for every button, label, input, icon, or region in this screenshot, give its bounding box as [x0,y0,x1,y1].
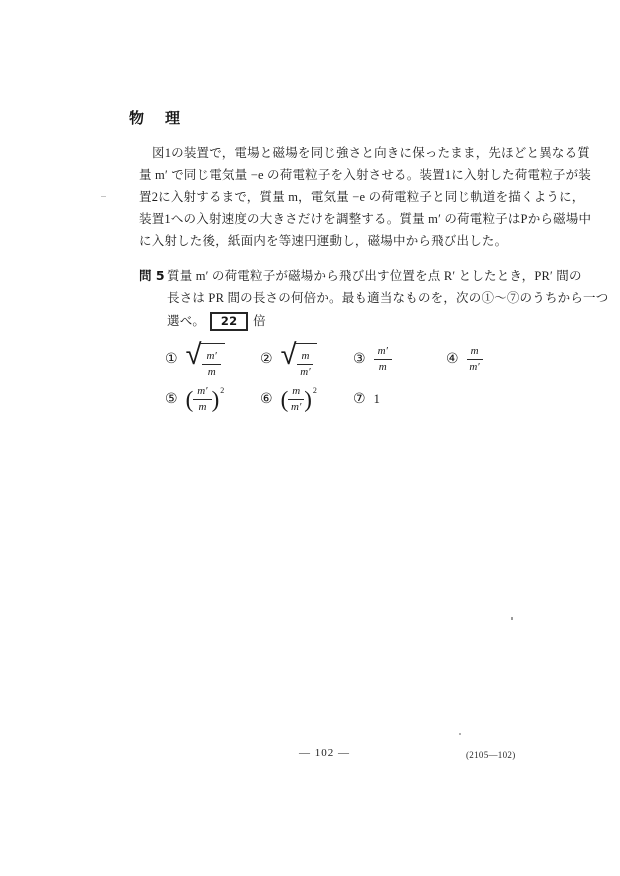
fraction [374,345,392,373]
unit-label: 倍 [253,314,266,328]
fraction [467,345,483,373]
left-paren: ( [185,386,194,412]
question-label: 問 5 [139,268,165,283]
fraction [297,350,313,378]
option-5-number: ⑤ [165,391,178,407]
question-body [167,265,608,332]
option-2-expression [280,336,318,378]
scan-artifact-dot [511,617,513,620]
numerator: m′ [374,345,392,360]
exponent: 2 [220,385,225,395]
denominator: m′ [300,365,311,378]
options-row-1 [165,336,565,378]
option-7 [353,392,446,407]
problem-statement [139,142,592,252]
radicand [199,343,224,378]
option-6-expression [281,385,317,413]
right-paren: ) [211,386,220,412]
paragraph-line: 量 m′ で同じ電気量 −e の荷電粒子を入射させる。装置1に入射した荷電粒子が装 [139,168,592,182]
option-7-expression [374,392,380,407]
fraction [202,350,220,378]
paragraph-line: 置2に入射するまで，質量 m，電気量 −e の荷電粒子と同じ軌道を描くように， [139,190,585,204]
page-number: — 102 — [299,747,350,759]
numerator: m′ [193,385,211,400]
denominator: m [198,400,207,413]
denominator: m′ [469,360,480,373]
option-1 [165,336,260,378]
numerator: m [297,350,313,365]
scan-artifact-dash [101,196,106,197]
options-row-2 [165,382,565,416]
scan-artifact-dot [459,733,461,735]
denominator: m [207,365,216,378]
option-4-number: ④ [446,351,459,367]
answer-box [210,312,248,331]
denominator: m′ [291,400,302,413]
option-7-number: ⑦ [353,391,366,407]
denominator: m [378,360,387,373]
radical-icon: √ [185,336,202,371]
exponent: 2 [312,385,317,395]
option-4-expression [467,345,483,373]
numerator: m [288,385,304,400]
answer-options [165,336,565,416]
print-code: (2105—102) [466,750,516,760]
option-3-expression [374,345,392,373]
option-6-number: ⑥ [260,391,273,407]
fraction [288,385,304,413]
left-paren: ( [280,386,289,412]
right-paren: ) [304,386,312,412]
numerator: m [467,345,483,360]
option-5-expression [186,385,225,413]
paragraph-line: に入射した後，紙面内を等速円運動し，磁場中から飛び出した。 [139,234,508,248]
option-5 [165,385,260,413]
option-3 [353,345,446,373]
option-7-value: 1 [373,391,380,406]
radicand [294,343,317,378]
question-5 [139,265,609,332]
select-instruction: 選べ。 [167,314,206,328]
option-1-expression [185,336,225,378]
page-title: 物 理 [129,109,184,127]
answer-box-number: 22 [220,314,238,328]
option-2 [260,336,353,378]
answer-slot-row [167,310,608,332]
option-6 [260,385,353,413]
option-3-number: ③ [353,351,366,367]
question-line: 質量 m′ の荷電粒子が磁場から飛び出す位置を点 R′ としたとき，PR′ 間の [167,269,582,283]
option-2-number: ② [260,351,273,367]
radical-icon: √ [280,336,297,371]
question-line: 長さは PR 間の長さの何倍か。最も適当なものを，次の①～⑦のうちから一つ [167,291,609,305]
option-4 [446,345,483,373]
numerator: m′ [202,350,220,365]
paragraph-line: 図1の装置で，電場と磁場を同じ強さと向きに保ったまま，先ほどと異なる質 [152,146,591,160]
fraction [193,385,211,413]
option-1-number: ① [165,351,178,367]
paragraph-line: 装置1への入射速度の大きさだけを調整する。質量 m′ の荷電粒子はPから磁場中 [139,212,592,226]
